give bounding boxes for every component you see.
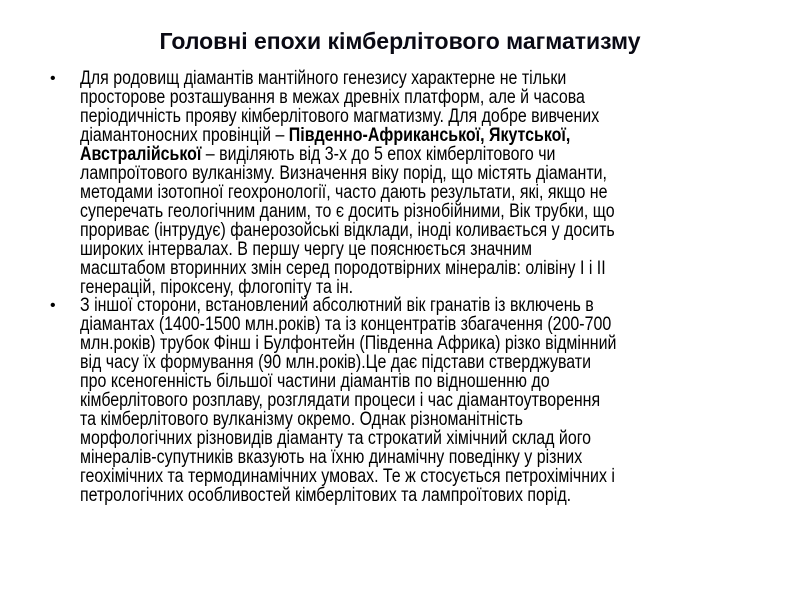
text-line: [80, 334, 616, 353]
text-line: [80, 145, 615, 164]
bullet-paragraph-1: [50, 68, 717, 298]
text-line: [80, 429, 616, 448]
text-line: [80, 448, 616, 467]
text-segment: діамантах (1400-1500 млн.років) та із концентратів збагачення (200-700: [80, 314, 612, 335]
text-line: [80, 164, 615, 183]
text-segment: та кімберлітового вулканізму окремо. Однак різноманітність: [80, 409, 524, 430]
text-line: [80, 372, 616, 391]
text-line: [80, 183, 615, 202]
text-segment: просторове розташування в межах древніх платформ, але й часова: [80, 87, 585, 108]
text-segment: прориває (інтрудує) фанерозойські відклади, іноді коливається у досить: [80, 220, 615, 241]
text-line: [80, 410, 616, 429]
text-segment: петрологічних особливостей кімберлітових та лампроїтових порід.: [80, 485, 572, 506]
bold-text-segment: Південно-Африканської, Якутської,: [288, 125, 571, 146]
text-segment: широких інтервалах. В першу чергу це пояснюється значним: [80, 239, 532, 260]
text-line: [80, 69, 615, 88]
bold-text-segment: Австралійської: [80, 144, 202, 165]
text-segment: З іншої сторони, встановлений абсолютний вік гранатів із включень в: [80, 295, 594, 316]
paragraph-lines: [80, 296, 616, 505]
paragraph-lines: [80, 69, 615, 297]
text-line: [80, 221, 615, 240]
text-line: [80, 296, 616, 315]
text-line: [80, 202, 615, 221]
text-segment: періодичність прояву кімберлітового магматизму. Для добре вивчених: [80, 106, 600, 127]
text-line: [80, 315, 616, 334]
text-line: [80, 88, 615, 107]
text-segment: генерацій, піроксену, флогопіту та ін.: [80, 277, 354, 298]
text-line: [80, 107, 615, 126]
text-segment: суперечать геологічним даним, то є досить різнобійними, Вік трубки, що: [80, 201, 615, 222]
bullet-icon: •: [50, 297, 56, 314]
text-segment: млн.років) трубок Фінш і Булфонтейн (Південна Африка) різко відмінний: [80, 333, 617, 354]
text-segment: мінералів-супутників вказують на їхню динамічну поведінку у різних: [80, 447, 583, 468]
text-segment: масштабом вторинних змін серед породотвірних мінералів: олівіну І і ІІ: [80, 258, 606, 279]
text-segment: лампроїтового вулканізму. Визначення віку порід, що містять діаманти,: [80, 163, 607, 184]
text-line: [80, 126, 615, 145]
text-line: [80, 240, 615, 259]
text-line: [80, 391, 616, 410]
text-line: [80, 353, 616, 372]
text-segment: від часу їх формування (90 млн.років).Це дає підстави стверджувати: [80, 352, 592, 373]
text-line: [80, 259, 615, 278]
text-segment: геохімічних та термодинамічних умовах. Те ж стосується петрохімічних і: [80, 466, 615, 487]
text-segment: кімберлітового розплаву, розглядати процеси і час діамантоутворення: [80, 390, 601, 411]
text-segment: Для родовищ діамантів мантійного генезису характерне не тільки: [80, 68, 567, 89]
slide-title: Головні епохи кімберлітового магматизму: [159, 28, 641, 54]
text-line: [80, 467, 616, 486]
text-segment: діамантоносних провінцій –: [80, 125, 289, 146]
text-line: [80, 486, 616, 505]
bullet-paragraph-2: [50, 295, 719, 506]
text-segment: про ксеногенність більшої частини діамантів по відношенню до: [80, 371, 550, 392]
bullet-icon: •: [50, 70, 56, 87]
text-segment: морфологічних різновидів діаманту та строкатий хімічний склад його: [80, 428, 592, 449]
text-segment: – виділяють від 3-х до 5 епох кімберлітового чи: [201, 144, 556, 165]
text-segment: методами ізотопної геохронології, часто дають результати, які, якщо не: [80, 182, 608, 203]
